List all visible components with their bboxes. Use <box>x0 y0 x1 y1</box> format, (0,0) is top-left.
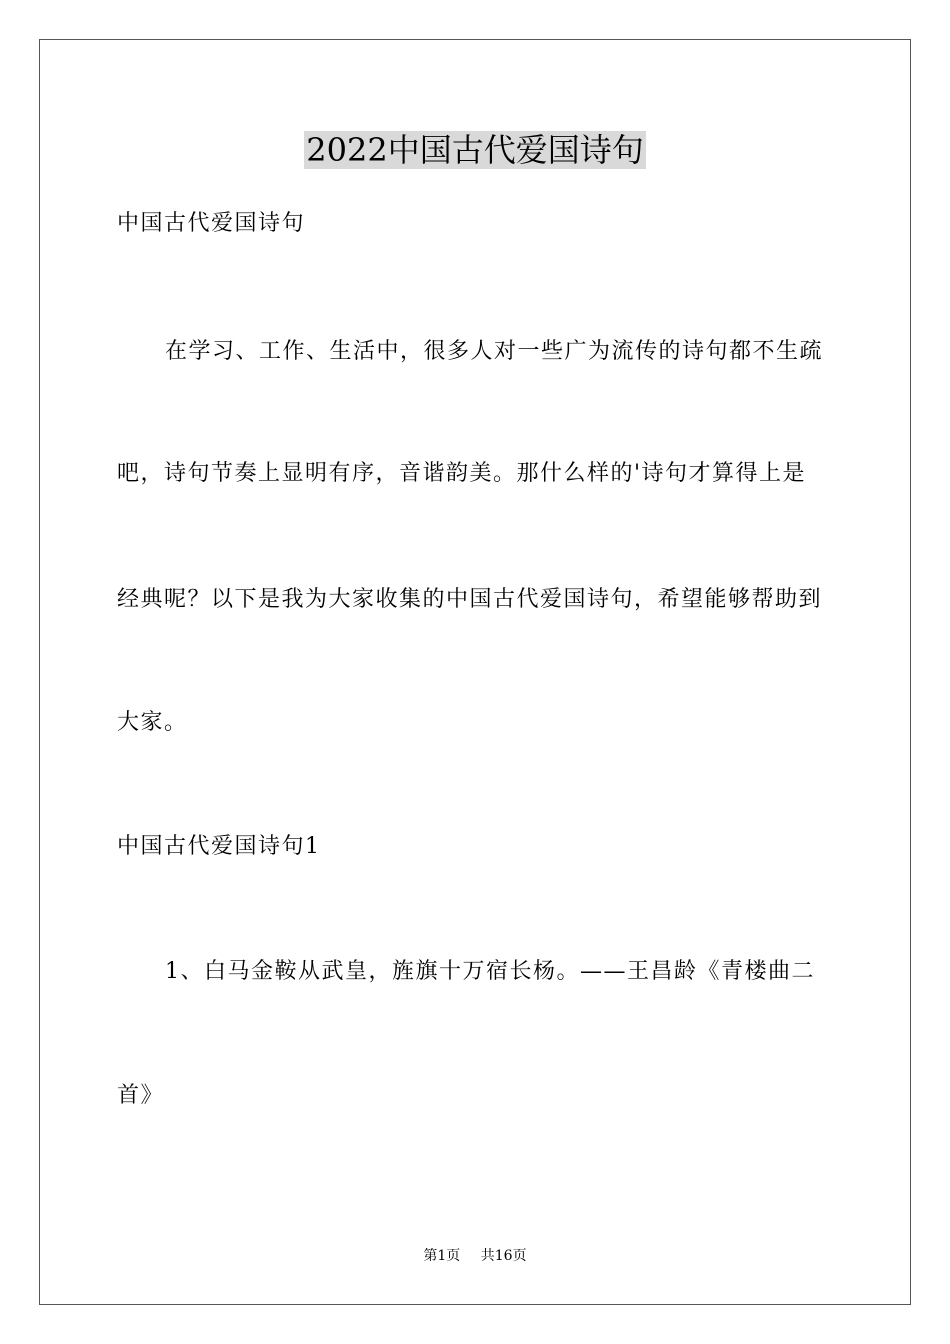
document-title <box>0 128 950 172</box>
subtitle-line: 中国古代爱国诗句 <box>117 211 306 236</box>
page-total: 共16页 <box>480 1248 527 1264</box>
poem-line: 1、白马金鞍从武皇，旌旗十万宿长杨。——王昌龄《青楼曲二 <box>165 959 815 984</box>
page-footer <box>0 1246 950 1266</box>
section-heading: 中国古代爱国诗句1 <box>117 834 321 859</box>
poem-line: 首》 <box>117 1083 165 1108</box>
paragraph-line: 经典呢？以下是我为大家收集的中国古代爱国诗句，希望能够帮助到 <box>117 587 823 612</box>
page-number: 第1页 <box>423 1248 461 1264</box>
document-title-text: 2022中国古代爱国诗句 <box>306 131 644 169</box>
paragraph-line: 在学习、工作、生活中，很多人对一些广为流传的诗句都不生疏 <box>165 339 824 364</box>
paragraph-line: 大家。 <box>117 710 188 735</box>
paragraph-line: 吧，诗句节奏上显明有序，音谐韵美。那什么样的'诗句才算得上是 <box>117 461 807 486</box>
